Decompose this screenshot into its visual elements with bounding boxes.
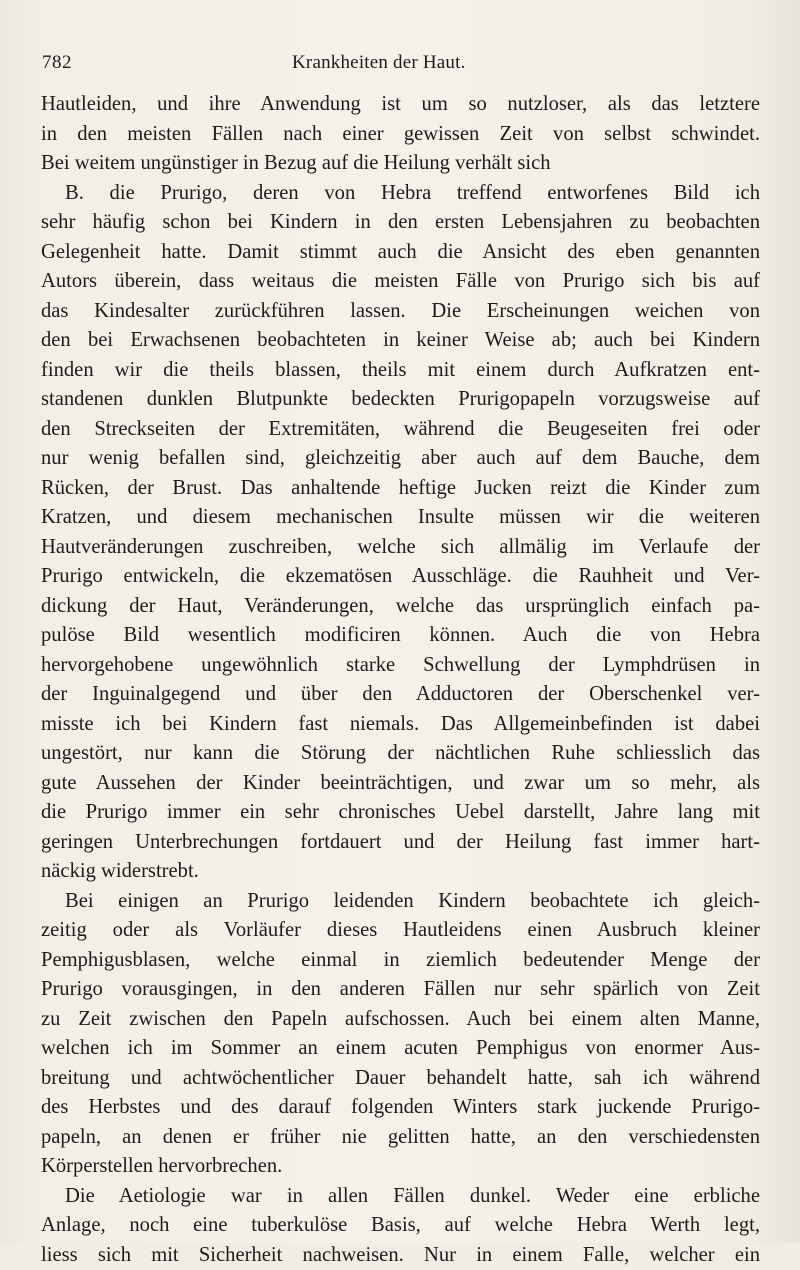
text-line: in den meisten Fällen nach einer gewissen Zeit von selbst schwindet. <box>41 120 760 150</box>
text-line: Hautleiden, und ihre Anwendung ist um so nutzloser, als das letztere <box>41 90 760 120</box>
text-line: Rücken, der Brust. Das anhaltende heftige Jucken reizt die Kinder zum <box>41 474 760 504</box>
text-line: papeln, an denen er früher nie gelitten hatte, an den verschiedensten <box>41 1123 760 1153</box>
text-line: finden wir die theils blassen, theils mit einem durch Aufkratzen ent- <box>41 356 760 386</box>
text-line: welchen ich im Sommer an einem acuten Pemphigus von enormer Aus- <box>41 1034 760 1064</box>
running-head <box>41 52 760 78</box>
text-line: Kratzen, und diesem mechanischen Insulte müssen wir die weiteren <box>41 503 760 533</box>
text-line: Bei weitem ungünstiger in Bezug auf die Heilung verhält sich <box>41 149 760 179</box>
text-line: sehr häufig schon bei Kindern in den ersten Lebensjahren zu beobachten <box>41 208 760 238</box>
text-line: Autors überein, dass weitaus die meisten Fälle von Prurigo sich bis auf <box>41 267 760 297</box>
text-line: die Prurigo immer ein sehr chronisches Uebel darstellt, Jahre lang mit <box>41 798 760 828</box>
text-line: Gelegenheit hatte. Damit stimmt auch die Ansicht des eben genannten <box>41 238 760 268</box>
text-line: den bei Erwachsenen beobachteten in keiner Weise ab; auch bei Kindern <box>41 326 760 356</box>
text-line: des Herbstes und des darauf folgenden Winters stark juckende Prurigo- <box>41 1093 760 1123</box>
text-line: Körperstellen hervorbrechen. <box>41 1152 760 1182</box>
text-line: misste ich bei Kindern fast niemals. Das Allgemeinbefinden ist dabei <box>41 710 760 740</box>
text-line: pulöse Bild wesentlich modificiren können. Auch die von Hebra <box>41 621 760 651</box>
running-title: Krankheiten der Haut. <box>292 52 466 74</box>
text-line: das Kindesalter zurückführen lassen. Die Erscheinungen weichen von <box>41 297 760 327</box>
text-line: Anlage, noch eine tuberkulöse Basis, auf welche Hebra Werth legt, <box>41 1211 760 1241</box>
text-line: der Inguinalgegend und über den Adductoren der Oberschenkel ver- <box>41 680 760 710</box>
text-line: Prurigo entwickeln, die ekzematösen Ausschläge. die Rauhheit und Ver- <box>41 562 760 592</box>
text-line: näckig widerstrebt. <box>41 857 760 887</box>
text-line: Pemphigusblasen, welche einmal in ziemlich bedeutender Menge der <box>41 946 760 976</box>
text-line: Hautveränderungen zuschreiben, welche sich allmälig im Verlaufe der <box>41 533 760 563</box>
text-line: gute Aussehen der Kinder beeinträchtigen, und zwar um so mehr, als <box>41 769 760 799</box>
text-line: zu Zeit zwischen den Papeln aufschossen. Auch bei einem alten Manne, <box>41 1005 760 1035</box>
text-line: geringen Unterbrechungen fortdauert und der Heilung fast immer hart- <box>41 828 760 858</box>
text-line: zeitig oder als Vorläufer dieses Hautleidens einen Ausbruch kleiner <box>41 916 760 946</box>
body-text <box>41 90 760 1270</box>
text-line: ungestört, nur kann die Störung der nächtlichen Ruhe schliesslich das <box>41 739 760 769</box>
text-line: hervorgehobene ungewöhnlich starke Schwellung der Lymphdrüsen in <box>41 651 760 681</box>
text-line: breitung und achtwöchentlicher Dauer behandelt hatte, sah ich während <box>41 1064 760 1094</box>
text-line: dickung der Haut, Veränderungen, welche das ursprünglich einfach pa- <box>41 592 760 622</box>
text-line: standenen dunklen Blutpunkte bedeckten Prurigopapeln vorzugsweise auf <box>41 385 760 415</box>
text-line: nur wenig befallen sind, gleichzeitig aber auch auf dem Bauche, dem <box>41 444 760 474</box>
text-line: Die Aetiologie war in allen Fällen dunkel. Weder eine erbliche <box>41 1182 760 1212</box>
text-line: Bei einigen an Prurigo leidenden Kindern beobachtete ich gleich- <box>41 887 760 917</box>
text-line: Prurigo vorausgingen, in den anderen Fällen nur sehr spärlich von Zeit <box>41 975 760 1005</box>
text-line: B. die Prurigo, deren von Hebra treffend entworfenes Bild ich <box>41 179 760 209</box>
text-line: liess sich mit Sicherheit nachweisen. Nur in einem Falle, welcher ein <box>41 1241 760 1270</box>
text-line: den Streckseiten der Extremitäten, während die Beugeseiten frei oder <box>41 415 760 445</box>
page-number: 782 <box>41 52 292 74</box>
